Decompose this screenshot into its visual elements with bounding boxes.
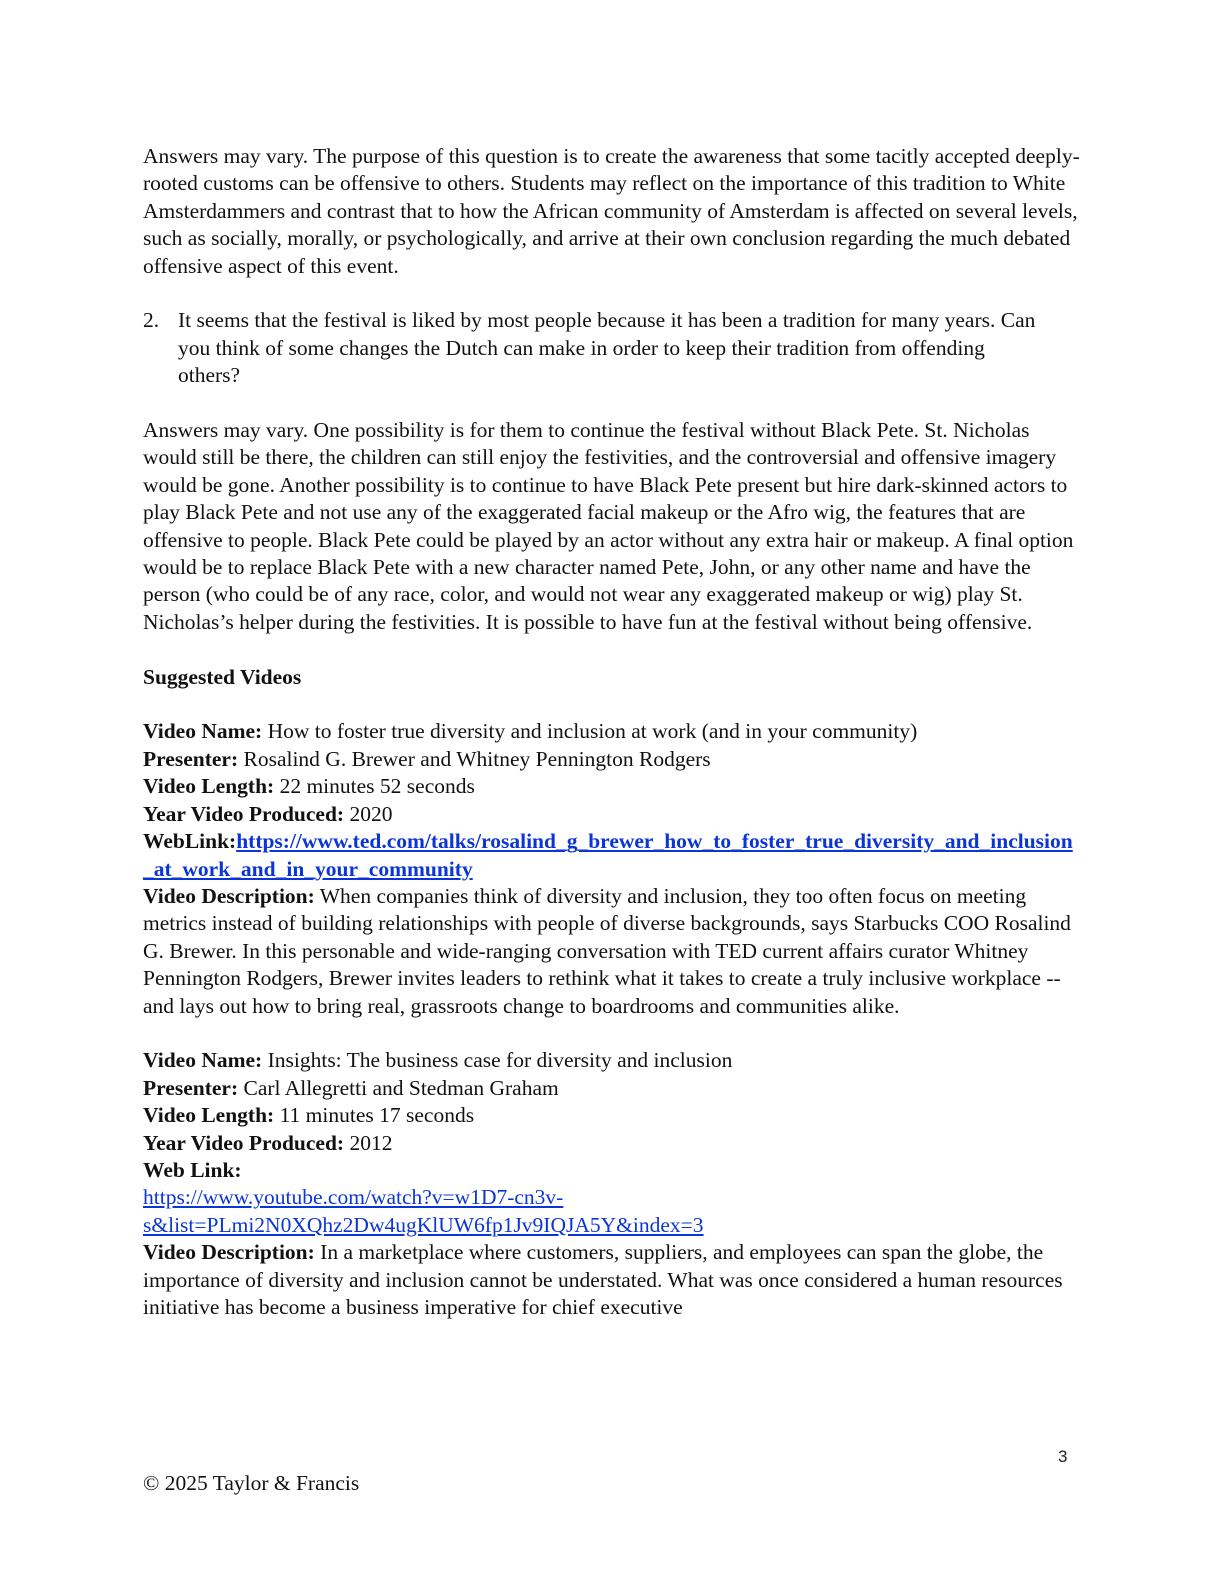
video-description-row (143, 1239, 1083, 1321)
question-2 (143, 307, 1083, 389)
video-description-value: When companies think of diversity and inclusion, they too often focus on meeting metrics instead of building relationships with people of diverse backgrounds, says Starbucks COO Rosalind G. Brewer. In this personable and wide-ranging conversation with TED current affairs curator Whitney Pennington Rodgers, Brewer invites leaders to rethink what it takes to create a truly inclusive workplace -- and lays out how to bring real, grassroots change to boardrooms and communities alike. (143, 883, 1071, 1018)
video-description-label: Video Description: (143, 883, 315, 908)
youtube-link-line-2: s&list=PLmi2N0XQhz2Dw4ugKlUW6fp1Jv9IQJA5Y&index=3 (143, 1212, 704, 1237)
page-number: 3 (1058, 1447, 1068, 1466)
year-produced-row (143, 801, 1083, 828)
youtube-link[interactable] (143, 1185, 704, 1236)
year-produced-row (143, 1130, 1083, 1157)
video-description-label: Video Description: (143, 1240, 315, 1265)
question-number: 2. (143, 308, 160, 333)
video-length-value: 22 minutes 52 seconds (274, 774, 475, 799)
youtube-link-row (143, 1184, 1083, 1239)
web-link-row (143, 828, 1083, 883)
video-name-value: Insights: The business case for diversity and inclusion (262, 1048, 733, 1073)
presenter-label: Presenter: (143, 1075, 239, 1100)
video-length-row (143, 1102, 1083, 1129)
presenter-value: Carl Allegretti and Stedman Graham (238, 1075, 559, 1100)
presenter-label: Presenter: (143, 746, 239, 771)
answer-paragraph-1: Answers may vary. The purpose of this question is to create the awareness that some tacitly accepted deeply- rooted customs can be offensive to others. Students may reflect on the importance of this tradition to White Amsterdammers and contrast that to how the African community of Amsterdam is affected on several levels, such as socially, morally, or psychologically, and arrive at their own conclusion regarding the much debated offensive aspect of this event. (143, 144, 1080, 278)
answer-paragraph-2: Answers may vary. One possibility is for them to continue the festival without Black Pete. St. Nicholas would still be there, the children can still enjoy the festivities, and the controversial and offensive imagery would be gone. Another possibility is to continue to have Black Pete present but hire dark-skinned actors to play Black Pete and not use any of the exaggerated facial makeup or the Afro wig, the features that are offensive to people. Black Pete could be played by an actor without any extra hair or makeup. A final option would be to replace Black Pete with a new character named Pete, John, or any other name and have the person (who could be of any race, color, and would not wear any exaggerated makeup or wig) play St. Nicholas’s helper during the festivities. It is possible to have fun at the festival without being offensive. (143, 418, 1074, 634)
video-name-label: Video Name: (143, 719, 263, 744)
video-name-label: Video Name: (143, 1048, 263, 1073)
ted-talk-link[interactable]: https://www.ted.com/talks/rosalind_g_brewer_how_to_foster_true_diversity_and_inclusion_at_work_and_in_your_community (143, 829, 1073, 881)
video-length-value: 11 minutes 17 seconds (274, 1103, 475, 1128)
video-description-value: In a marketplace where customers, suppliers, and employees can span the globe, the importance of diversity and inclusion cannot be understated. What was once considered a human resources initiative has become a business imperative for chief executive (143, 1240, 1063, 1319)
presenter-row (143, 1075, 1083, 1102)
year-produced-value: 2012 (344, 1130, 393, 1155)
video-length-label: Video Length: (143, 774, 275, 799)
video-length-row (143, 773, 1083, 800)
year-produced-label: Year Video Produced: (143, 1130, 345, 1155)
presenter-row (143, 746, 1083, 773)
presenter-value: Rosalind G. Brewer and Whitney Pennington Rodgers (238, 746, 711, 771)
video-name-row (143, 718, 1083, 745)
video-name-value: How to foster true diversity and inclusion at work (and in your community) (262, 719, 918, 744)
youtube-link-line-1: https://www.youtube.com/watch?v=w1D7-cn3v- (143, 1185, 564, 1210)
video-name-row (143, 1047, 1083, 1074)
web-link-label: Web Link: (143, 1157, 242, 1182)
document-body (143, 143, 1083, 1349)
video-length-label: Video Length: (143, 1103, 275, 1128)
copyright-footer: © 2025 Taylor & Francis (143, 1471, 360, 1495)
web-link-label: WebLink: (143, 829, 237, 854)
year-produced-value: 2020 (344, 801, 393, 826)
section-heading: Suggested Videos (143, 664, 302, 689)
video-entry-1 (143, 718, 1083, 1019)
video-description-row (143, 883, 1083, 1020)
question-text: It seems that the festival is liked by most people because it has been a tradition for many years. Can you think of some changes the Dutch can make in order to keep their tradition from offending others? (178, 308, 1036, 388)
video-entry-2 (143, 1047, 1083, 1321)
web-link-label-row (143, 1157, 1083, 1184)
year-produced-label: Year Video Produced: (143, 801, 345, 826)
